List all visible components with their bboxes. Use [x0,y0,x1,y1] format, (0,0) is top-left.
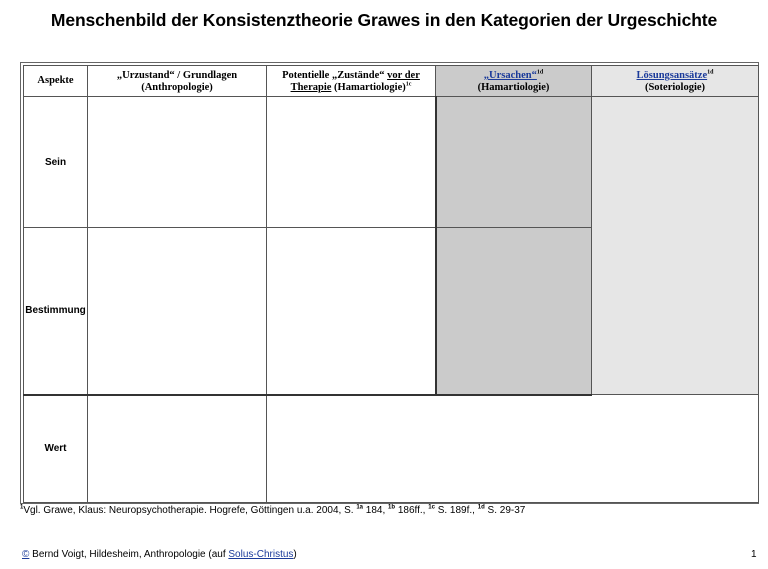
footnote-sup-1c: 1c [428,504,435,511]
header-zustaende-prefix: Potentielle „Zustände“ [282,70,388,81]
header-urzustand [88,66,267,97]
copyright-link[interactable]: © [22,549,30,560]
header-loesungsansaetze-line2: (Soteriologie) [644,82,706,93]
row-label-bestimmung: Bestimmung [24,228,88,395]
loesungsansaetze-link[interactable]: Lösungsansätze [636,70,708,81]
footnote-ref-1c: 1c [405,81,412,88]
footer-text: Bernd Voigt, Hildesheim, Anthropologie (auf [29,549,229,560]
footer-close: ) [293,549,297,560]
row-label-sein: Sein [24,97,88,228]
footnote-page-1a: 184, [363,505,389,516]
footnote-page-1d: S. 29-37 [484,505,526,516]
cell-wert-urzustand [88,395,267,503]
cell-wert-merged [267,395,759,503]
header-zustaende-suffix: (Hamartiologie) [331,82,406,93]
page-number: 1 [751,549,757,560]
category-table [23,65,759,503]
header-zustaende-link1[interactable]: vor der [387,70,420,81]
footer [22,549,297,560]
footnote-page-1b: 186ff., [395,505,429,516]
footnote-ref-1d-loesung: 1d [707,69,714,76]
header-ursachen [436,66,592,97]
ursachen-link[interactable]: „Ursachen“ [483,70,537,81]
header-zustaende [267,66,436,97]
cell-loesungsansaetze [592,97,759,395]
footnote-page-1c: S. 189f., [434,505,478,516]
solus-christus-link[interactable]: Solus-Christus [228,549,294,560]
header-zustaende-link2[interactable]: Therapie [290,82,332,93]
category-table-frame [20,62,759,504]
header-urzustand-line2: (Anthropologie) [141,82,213,93]
cell-bestimmung-urzustand [88,228,267,395]
cell-bestimmung-zustaende [267,228,436,395]
footnote-sup-1b: 1b [388,504,396,511]
header-aspekte: Aspekte [24,66,88,97]
cell-sein-ursachen [436,97,592,228]
footnote [20,505,525,516]
row-label-wert: Wert [24,395,88,503]
footnote-sup-1a: 1a [356,504,363,511]
header-ursachen-line2: (Hamartiologie) [477,82,550,93]
header-loesungsansaetze [592,66,759,97]
page-title: Menschenbild der Konsistenztheorie Grawes in den Kategorien der Urgeschichte [50,10,718,30]
footnote-sup-1d: 1d [477,504,485,511]
header-urzustand-line1: „Urzustand“ / Grundlagen [116,70,238,81]
footnote-marker: 1 [20,504,24,511]
cell-sein-zustaende [267,97,436,228]
footnote-ref-1d-ursachen: 1d [536,69,544,76]
cell-sein-urzustand [88,97,267,228]
footnote-text: Vgl. Grawe, Klaus: Neuropsychotherapie. Hogrefe, Göttingen u.a. 2004, S. [23,505,357,516]
cell-bestimmung-ursachen [436,228,592,395]
